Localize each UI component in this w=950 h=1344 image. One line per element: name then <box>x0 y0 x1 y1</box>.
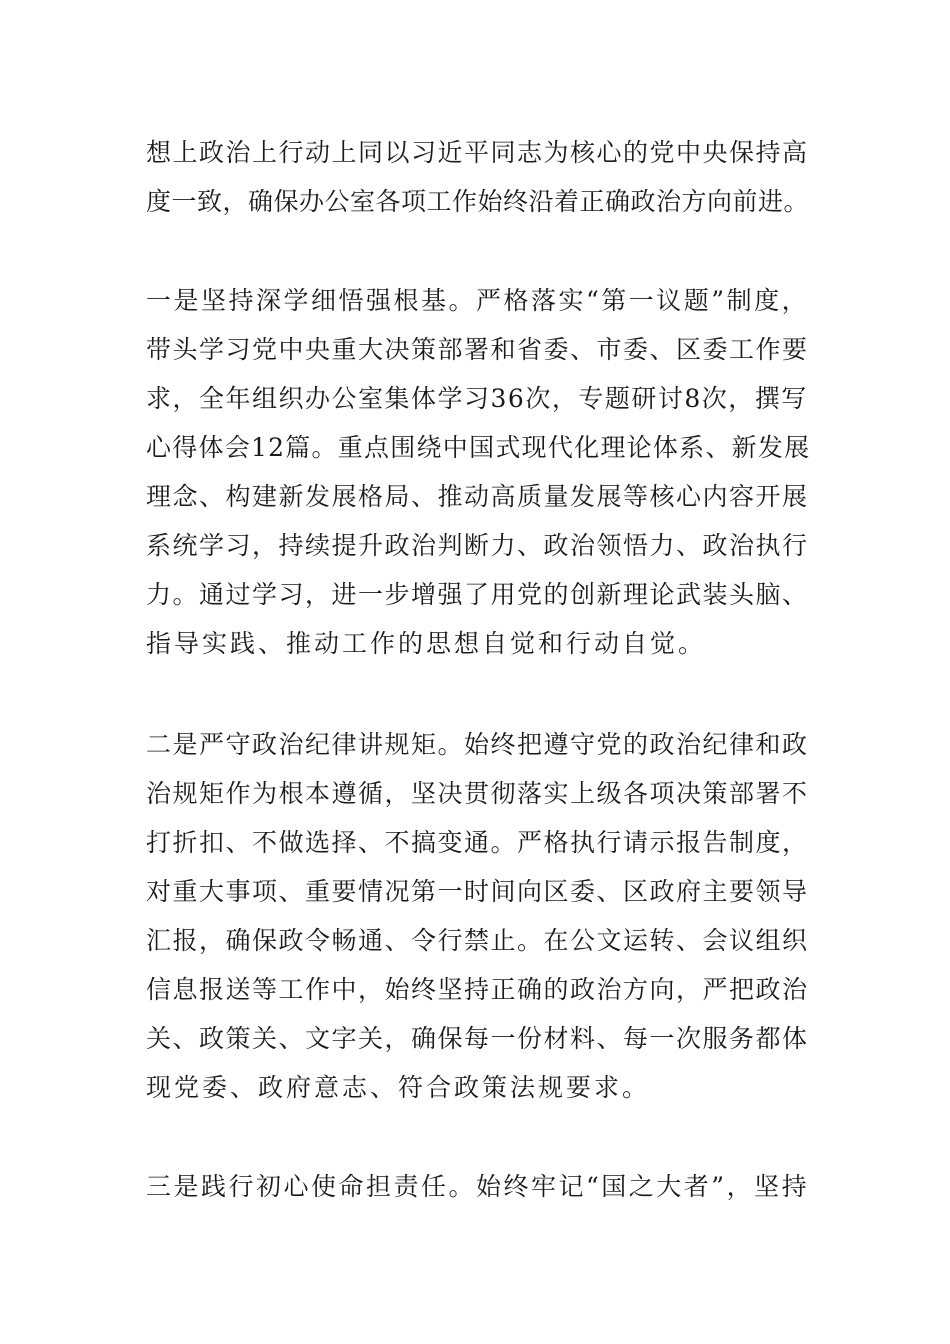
paragraph-line: 系统学习，持续提升政治判断力、政治领悟力、政治执行 <box>146 531 809 560</box>
paragraph-line: 心得体会12篇。重点围绕中国式现代化理论体系、新发展 <box>146 433 811 462</box>
paragraph-line: 一是坚持深学细悟强根基。严格落实“第一议题”制度， <box>146 286 810 315</box>
paragraph-line: 关、政策关、文字关，确保每一份材料、每一次服务都体 <box>146 1024 809 1053</box>
paragraph-line: 信息报送等工作中，始终坚持正确的政治方向，严把政治 <box>146 975 809 1004</box>
paragraph-line: 度一致，确保办公室各项工作始终沿着正确政治方向前进。 <box>146 187 810 216</box>
paragraph-line: 汇报，确保政令畅通、令行禁止。在公文运转、会议组织 <box>146 926 809 955</box>
paragraph-line: 想上政治上行动上同以习近平同志为核心的党中央保持高 <box>146 138 809 167</box>
paragraph-line: 治规矩作为根本遵循，坚决贯彻落实上级各项决策部署不 <box>146 779 809 808</box>
paragraph-point-one <box>146 276 811 668</box>
paragraph-line: 二是严守政治纪律讲规矩。始终把遵守党的政治纪律和政 <box>146 730 809 759</box>
paragraph-line: 带头学习党中央重大决策部署和省委、市委、区委工作要 <box>146 335 809 364</box>
paragraph-line: 力。通过学习，进一步增强了用党的创新理论武装头脑、 <box>146 580 809 609</box>
paragraph-line: 指导实践、推动工作的思想自觉和行动自觉。 <box>146 629 707 658</box>
paragraph-line: 对重大事项、重要情况第一时间向区委、区政府主要领导 <box>146 877 809 906</box>
paragraph-intro <box>146 128 811 226</box>
paragraph-point-three <box>146 1162 811 1211</box>
paragraph-line: 求，全年组织办公室集体学习36次，专题研讨8次，撰写 <box>146 384 808 413</box>
paragraph-line: 现党委、政府意志、符合政策法规要求。 <box>146 1073 651 1102</box>
paragraph-line: 理念、构建新发展格局、推动高质量发展等核心内容开展 <box>146 482 809 511</box>
paragraph-line: 打折扣、不做选择、不搞变通。严格执行请示报告制度， <box>146 828 809 857</box>
paragraph-point-two <box>146 720 811 1112</box>
paragraph-line: 三是践行初心使命担责任。始终牢记“国之大者”，坚持 <box>146 1172 810 1201</box>
